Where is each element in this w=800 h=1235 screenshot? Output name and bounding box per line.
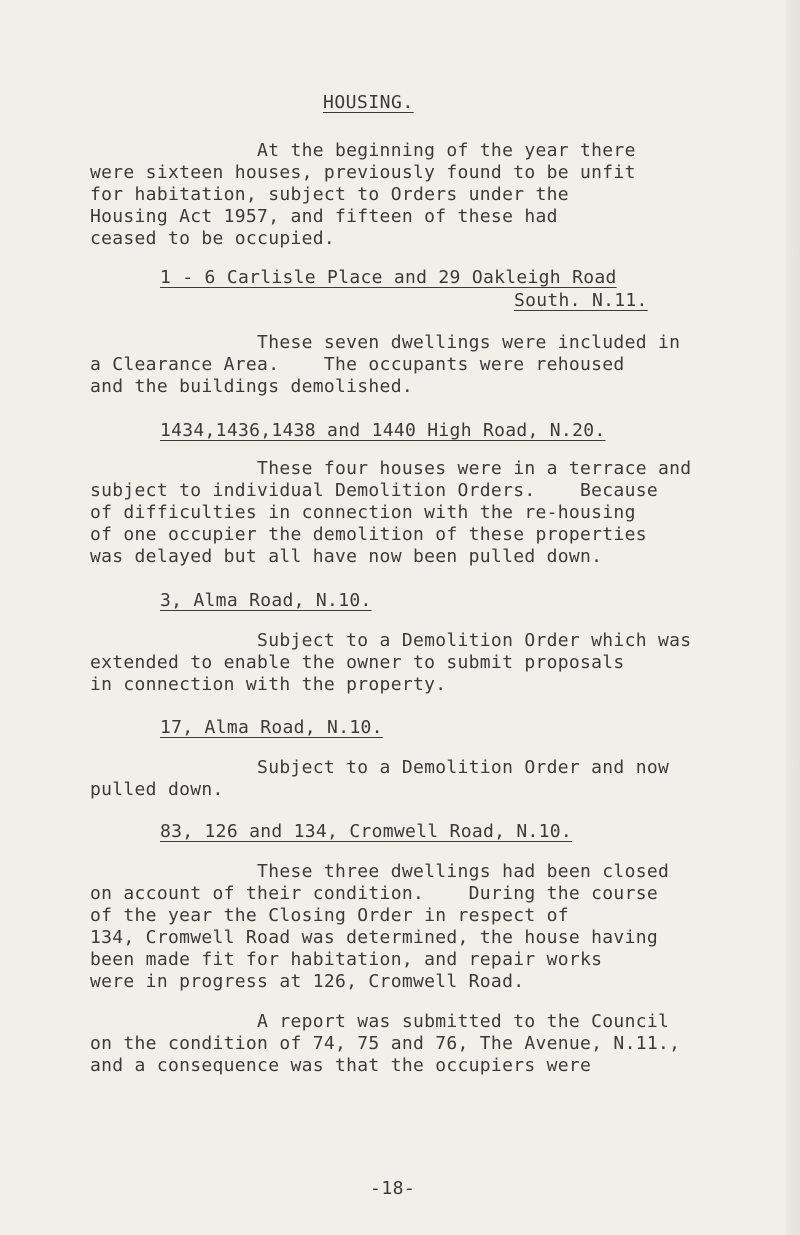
text-line: and a consequence was that the occupiers were [90,1055,592,1076]
text-line: pulled down. [90,779,224,800]
text-line: extended to enable the owner to submit proposals [90,652,625,673]
text-line: been made fit for habitation, and repair works [90,949,603,970]
text-line: 134, Cromwell Road was determined, the house having [90,927,658,948]
text-line: ceased to be occupied. [90,228,336,249]
closing-paragraph [90,1011,750,1077]
text-line: were sixteen houses, previously found to be unfit [90,162,636,183]
section-heading: 83, 126 and 134, Cromwell Road, N.10. [160,821,573,842]
text-line: on the condition of 74, 75 and 76, The Avenue, N.11., [90,1033,681,1054]
text-line: of one occupier the demolition of these properties [90,524,647,545]
section-heading: 1434,1436,1438 and 1440 High Road, N.20. [160,420,606,441]
text-line: Housing Act 1957, and fifteen of these had [90,206,558,227]
page-edge [786,0,800,1235]
intro-paragraph [90,140,750,250]
section-paragraph [90,757,750,801]
text-line: of the year the Closing Order in respect of [90,905,569,926]
text-line: These seven dwellings were included in [90,332,681,353]
text-line: At the beginning of the year there [90,140,636,161]
text-line: These three dwellings had been closed [90,861,670,882]
section-paragraph [90,861,750,993]
section-heading-continued: South. N.11. [514,290,648,311]
text-line: Subject to a Demolition Order and now [90,757,670,778]
section-paragraph [90,630,750,696]
text-line: A report was submitted to the Council [90,1011,670,1032]
text-line: and the buildings demolished. [90,376,413,397]
page-title: HOUSING. [323,92,414,113]
page-number: -18- [370,1178,416,1199]
text-line: These four houses were in a terrace and [90,458,692,479]
text-line: a Clearance Area. The occupants were rehoused [90,354,625,375]
section-heading: 3, Alma Road, N.10. [160,590,372,611]
text-line: Subject to a Demolition Order which was [90,630,692,651]
text-line: of difficulties in connection with the re-housing [90,502,636,523]
text-line: in connection with the property. [90,674,447,695]
text-line: was delayed but all have now been pulled down. [90,546,603,567]
text-line: for habitation, subject to Orders under the [90,184,569,205]
text-line: subject to individual Demolition Orders. Because [90,480,658,501]
section-heading: 17, Alma Road, N.10. [160,717,383,738]
text-line: on account of their condition. During the course [90,883,658,904]
section-paragraph [90,332,750,398]
text-line: were in progress at 126, Cromwell Road. [90,971,525,992]
section-heading: 1 - 6 Carlisle Place and 29 Oakleigh Road [160,267,617,288]
section-paragraph [90,458,750,568]
